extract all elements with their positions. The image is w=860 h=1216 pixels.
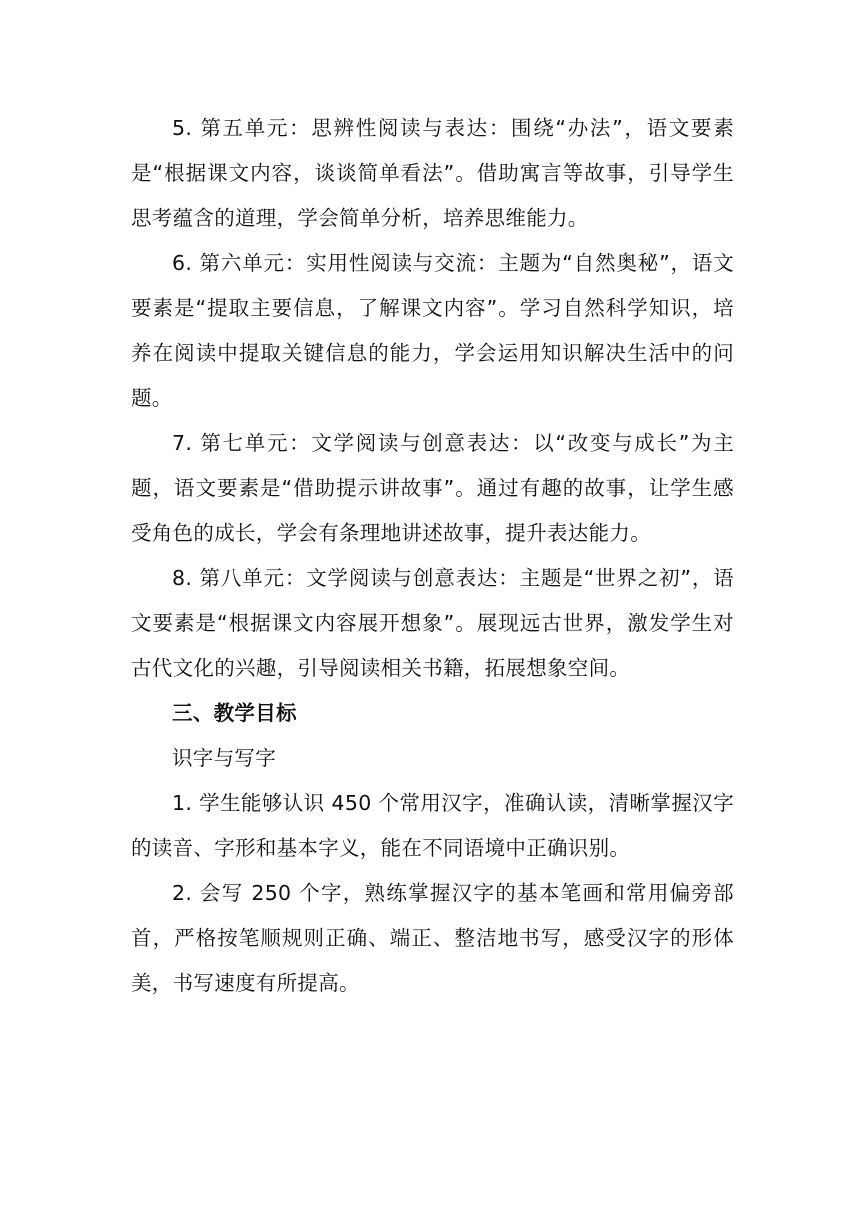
section-heading: 三、教学目标 <box>172 701 297 725</box>
goal-1-paragraph: 1. 学生能够认识 450 个常用汉字，准确认读，清晰掌握汉字的读音、字形和基本字义，能在不同语境中正确识别。 <box>131 791 734 860</box>
document-body <box>131 106 734 1006</box>
unit-8-paragraph: 8. 第八单元：文学阅读与创意表达：主题是“世界之初”，语文要素是“根据课文内容展开想象”。展现远古世界，激发学生对古代文化的兴趣，引导阅读相关书籍，拓展想象空间。 <box>131 566 734 680</box>
unit-6-paragraph: 6. 第六单元：实用性阅读与交流：主题为“自然奥秘”，语文要素是“提取主要信息，了解课文内容”。学习自然科学知识，培养在阅读中提取关键信息的能力，学会运用知识解决生活中的问题。 <box>131 251 734 410</box>
unit-5-paragraph: 5. 第五单元：思辨性阅读与表达：围绕“办法”，语文要素是“根据课文内容，谈谈简单看法”。借助寓言等故事，引导学生思考蕴含的道理，学会简单分析，培养思维能力。 <box>131 116 734 230</box>
subheading: 识字与写字 <box>172 746 276 770</box>
goal-2-paragraph: 2. 会写 250 个字，熟练掌握汉字的基本笔画和常用偏旁部首，严格按笔顺规则正确、端正、整洁地书写，感受汉字的形体美，书写速度有所提高。 <box>131 881 734 995</box>
unit-7-paragraph: 7. 第七单元：文学阅读与创意表达：以“改变与成长”为主题，语文要素是“借助提示讲故事”。通过有趣的故事，让学生感受角色的成长，学会有条理地讲述故事，提升表达能力。 <box>131 431 734 545</box>
